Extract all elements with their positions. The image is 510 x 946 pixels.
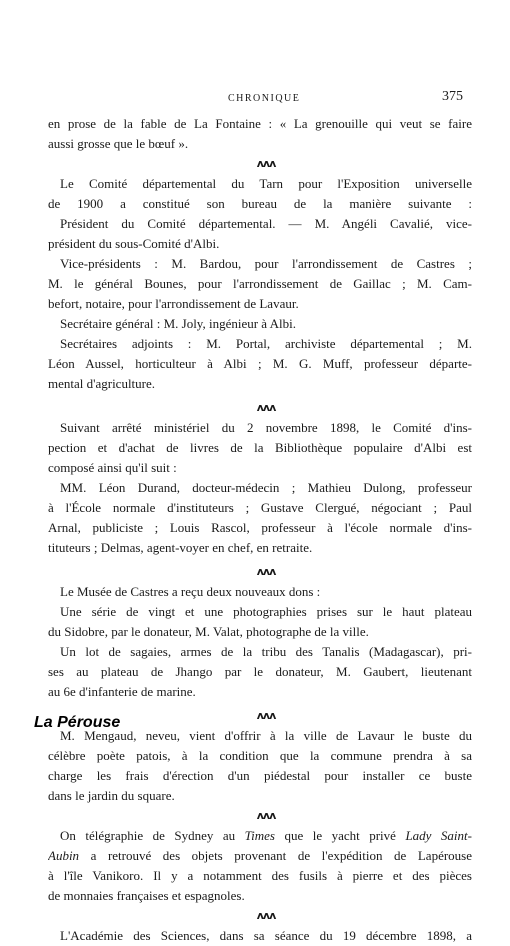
text-line: en prose de la fable de La Fontaine : « La grenouille qui veut se faire: [48, 116, 472, 131]
text-line: M. Mengaud, neveu, vient d'offrir à la ville de Lavaur le buste du: [60, 728, 472, 743]
text-line: Le Musée de Castres a reçu deux nouveaux dons :: [60, 584, 321, 599]
text-line: mental d'agriculture.: [48, 376, 156, 391]
text-line: célèbre poète patois, à la condition que la commune prendra à sa: [48, 748, 472, 763]
body-text: [48, 114, 472, 946]
text-line: M. le général Bounes, pour l'arrondissement de Gaillac ; M. Cam-: [48, 276, 472, 291]
text-line: Président du Comité départemental. — M. Angéli Cavalié, vice-: [60, 216, 472, 231]
text-line: composé ainsi qu'il suit :: [48, 460, 177, 475]
text-line: à l'île Vanikoro. Il y a notamment des fusils à pierre et des pièces: [48, 868, 472, 883]
text-line: aussi grosse que le bœuf ».: [48, 136, 189, 151]
section-separator: ʌʌʌ: [256, 709, 276, 722]
text-line: Vice-présidents : M. Bardou, pour l'arrondissement de Castres ;: [60, 256, 472, 271]
text-line: du Sidobre, par le donateur, M. Valat, photographe de la ville.: [48, 624, 369, 639]
section-separator: ʌʌʌ: [256, 909, 276, 922]
page-number: 375: [442, 89, 463, 104]
text-line: On télégraphie de Sydney au Times que le yacht privé Lady Saint-: [60, 828, 472, 843]
text-line: Secrétaire général : M. Joly, ingénieur à Albi.: [60, 316, 296, 331]
text-line: pection et d'achat de livres de la Bibliothèque populaire d'Albi est: [48, 440, 472, 455]
text-line: Arnal, publiciste ; Louis Rascol, professeur à l'école normale d'ins-: [48, 520, 472, 535]
text-line: Une série de vingt et une photographies prises sur le haut plateau: [60, 604, 472, 619]
text-line: au 6e d'infanterie de marine.: [48, 684, 196, 699]
text-line: L'Académie des Sciences, dans sa séance du 19 décembre 1898, a: [60, 928, 472, 943]
running-header: [0, 89, 510, 109]
text-line: à l'École normale d'instituteurs ; Gustave Clergué, négociant ; Paul: [48, 500, 472, 515]
text-line: ses au plateau de Jhango par le donateur, M. Gaubert, lieutenant: [48, 664, 472, 679]
text-line: président du sous-Comité d'Albi.: [48, 236, 220, 251]
text-line: MM. Léon Durand, docteur-médecin ; Mathieu Dulong, professeur: [60, 480, 472, 495]
yacht-name: Lady Saint-: [405, 828, 472, 843]
running-title: CHRONIQUE: [228, 93, 301, 104]
newspaper-title: Times: [244, 828, 275, 843]
yacht-name-cont: Aubin: [48, 848, 80, 863]
text-line: Secrétaires adjoints : M. Portal, archiviste départemental ; M.: [60, 336, 472, 351]
text-line: Léon Aussel, horticulteur à Albi ; M. G. Muff, professeur départe-: [48, 356, 472, 371]
text-line: Aubin a retrouvé des objets provenant de l'expédition de Lapérouse: [48, 848, 472, 863]
text-line: de monnaies françaises et espagnoles.: [48, 888, 245, 903]
section-separator: ʌʌʌ: [256, 401, 276, 414]
text-line: charge les frais d'érection d'un piédestal pour installer ce buste: [48, 768, 472, 783]
section-separator: ʌʌʌ: [256, 157, 276, 170]
text-line: befort, notaire, pour l'arrondissement de Lavaur.: [48, 296, 299, 311]
margin-note: La Pérouse: [34, 714, 121, 731]
text-line: Suivant arrêté ministériel du 2 novembre 1898, le Comité d'ins-: [60, 420, 472, 435]
text-line: de 1900 a constitué son bureau de la manière suivante :: [48, 196, 472, 211]
section-separator: ʌʌʌ: [256, 565, 276, 578]
text-line: Un lot de sagaies, armes de la tribu des Tanalis (Madagascar), pri-: [60, 644, 472, 659]
text-line: tituteurs ; Delmas, agent-voyer en chef, en retraite.: [48, 540, 313, 555]
text-line: dans le jardin du square.: [48, 788, 175, 803]
section-separator: ʌʌʌ: [256, 809, 276, 822]
text-line: Le Comité départemental du Tarn pour l'Exposition universelle: [60, 176, 472, 191]
